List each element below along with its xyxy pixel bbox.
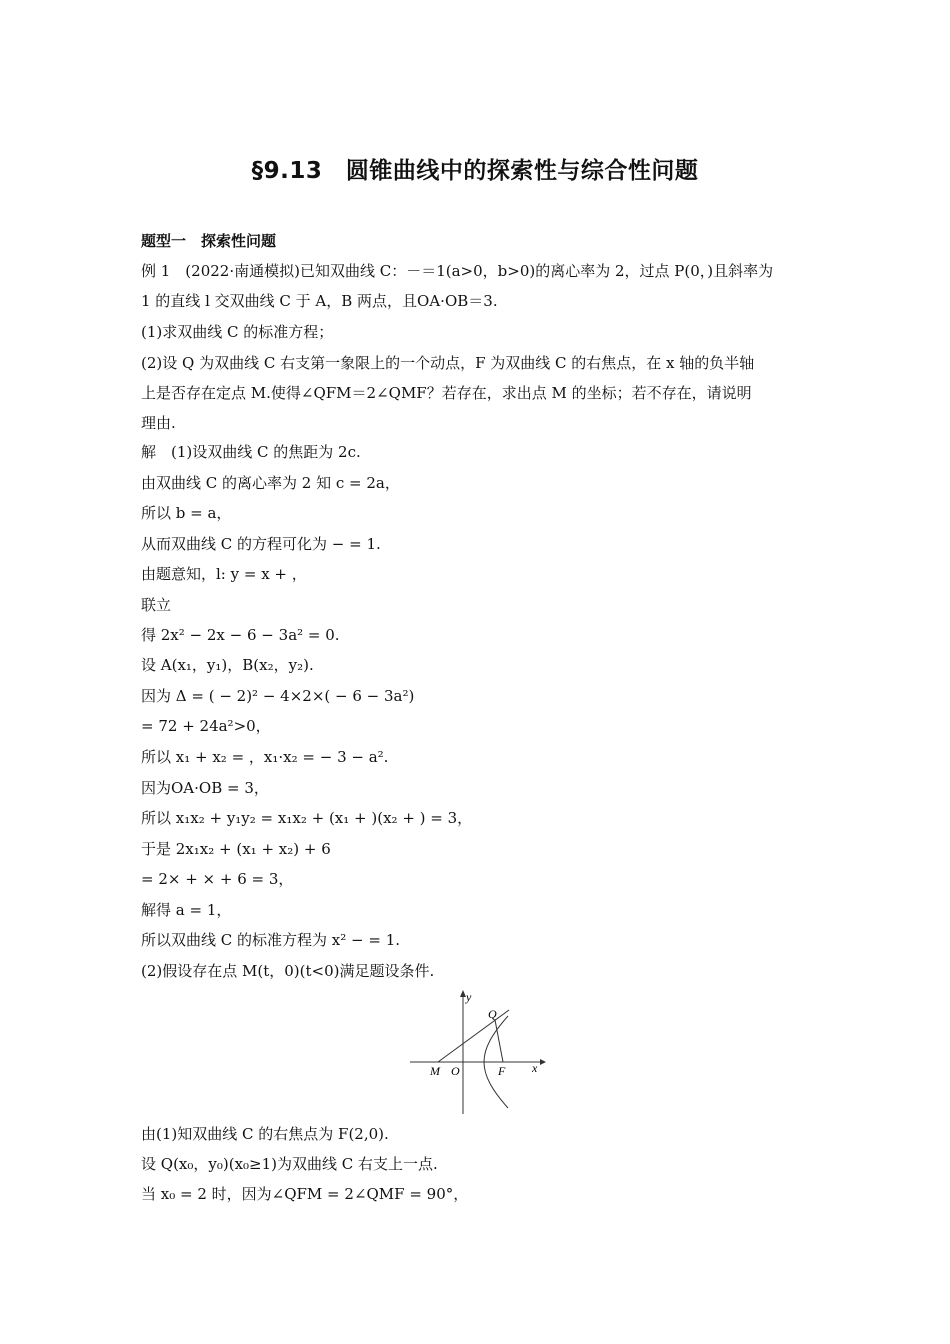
label-f: F — [498, 1064, 506, 1078]
text-line: 因为OA·OB = 3， — [141, 779, 269, 797]
label-o: O — [451, 1064, 460, 1078]
text-line: (1)求双曲线 C 的标准方程； — [141, 323, 334, 341]
text-line: 于是 2x₁x₂ + (x₁ + x₂) + 6 — [141, 840, 331, 858]
text-line: 设 A(x₁，y₁)，B(x₂，y₂). — [141, 656, 314, 674]
page-title: §9.13 圆锥曲线中的探索性与综合性问题 — [251, 158, 699, 184]
text-line: 所以 x₁ + x₂ = ，x₁·x₂ = − 3 − a². — [141, 748, 389, 766]
hyperbola-figure — [408, 990, 546, 1115]
text-line: (2)假设存在点 M(t，0)(t<0)满足题设条件. — [141, 962, 435, 980]
text-line: 例 1 (2022·南通模拟)已知双曲线 C：－＝1(a>0，b>0)的离心率为 2，过点 P(0，)且斜率为 — [141, 262, 774, 280]
text-line: 解 (1)设双曲线 C 的焦距为 2c. — [141, 443, 361, 461]
text-line: 设 Q(x₀，y₀)(x₀≥1)为双曲线 C 右支上一点. — [141, 1155, 438, 1173]
text-line: 当 x₀ = 2 时，因为∠QFM = 2∠QMF = 90°， — [141, 1185, 469, 1203]
text-line: 由(1)知双曲线 C 的右焦点为 F(2,0). — [141, 1125, 389, 1143]
text-line: 联立 — [141, 596, 172, 614]
label-y: y — [466, 990, 472, 1004]
text-line: 所以 x₁x₂ + y₁y₂ = x₁x₂ + (x₁ + )(x₂ + ) = 3， — [141, 809, 473, 827]
text-line: 1 的直线 l 交双曲线 C 于 A，B 两点，且OA·OB＝3. — [141, 292, 498, 310]
section-heading: 题型一 探索性问题 — [141, 232, 277, 250]
text-line: 由双曲线 C 的离心率为 2 知 c = 2a， — [141, 474, 400, 492]
text-line: 得 2x² − 2x − 6 − 3a² = 0. — [141, 626, 340, 644]
text-line: 由题意知，l: y = x + ， — [141, 565, 307, 583]
text-line: 因为 Δ = ( − 2)² − 4×2×( − 6 − 3a²) — [141, 687, 415, 705]
text-line: = 2× + × + 6 = 3， — [141, 870, 294, 888]
hyperbola-diagram — [408, 990, 546, 1115]
text-line: 所以 b = a， — [141, 504, 232, 522]
text-line: 上是否存在定点 M.使得∠QFM＝2∠QMF？若存在，求出点 M 的坐标；若不存在，请说明 — [141, 384, 752, 402]
text-line: 所以双曲线 C 的标准方程为 x² − = 1. — [141, 931, 401, 949]
text-line: (2)设 Q 为双曲线 C 右支第一象限上的一个动点，F 为双曲线 C 的右焦点，在 x 轴的负半轴 — [141, 354, 755, 372]
text-line: 从而双曲线 C 的方程可化为 − = 1. — [141, 535, 381, 553]
label-q: Q — [488, 1007, 497, 1021]
text-line: = 72 + 24a²>0， — [141, 717, 271, 735]
label-x: x — [532, 1061, 538, 1075]
text-line: 解得 a = 1， — [141, 901, 232, 919]
x-axis-arrow — [540, 1059, 546, 1065]
label-m: M — [430, 1064, 440, 1078]
text-line: 理由. — [141, 414, 176, 432]
